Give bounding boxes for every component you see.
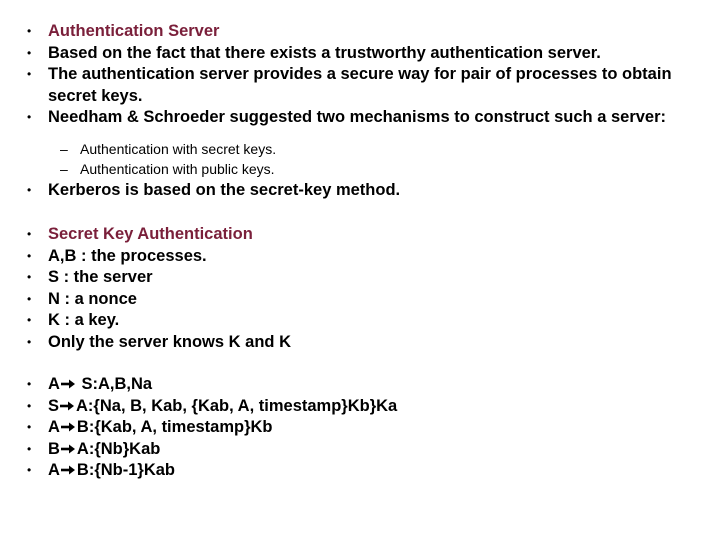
sub-list-item: [0, 140, 720, 160]
protocol-step-text: [48, 439, 690, 461]
list-item-text: Kerberos is based on the secret-key method.: [48, 181, 401, 199]
list-item: [0, 246, 720, 268]
bullet: •: [27, 248, 32, 263]
right-arrow-icon: [59, 400, 75, 412]
list-item: [0, 267, 720, 289]
bullet: •: [27, 420, 32, 435]
right-arrow-icon: [60, 443, 76, 455]
sub-list: [0, 140, 720, 179]
protocol-from: B: [48, 439, 60, 458]
bullet: •: [27, 24, 32, 38]
list-item-text: N : a nonce: [48, 289, 137, 308]
bullet: •: [27, 377, 32, 391]
protocol-msg: A:{Na, B, Kab, {Kab, A, timestamp}Kb}Ka: [76, 396, 398, 415]
protocol-step-text: [48, 417, 690, 439]
list-item: [0, 289, 720, 311]
dash: –: [60, 160, 68, 177]
protocol-msg: A:{Nb}Kab: [76, 439, 161, 458]
protocol-msg: B:{Kab, A, timestamp}Kb: [76, 418, 273, 437]
protocol-step-text: [48, 374, 690, 396]
bullet: •: [27, 110, 32, 125]
bullet: •: [27, 45, 32, 60]
list-item: [0, 64, 720, 107]
bullet: •: [27, 441, 32, 456]
section-secret-key-authentication: [0, 224, 720, 354]
bullet: •: [27, 227, 32, 241]
section-title: Authentication Server: [48, 22, 220, 40]
bullet: •: [27, 67, 32, 82]
sub-list-item-text: Authentication with public keys.: [80, 160, 275, 177]
bullet: •: [27, 291, 32, 306]
protocol-step-text: [48, 460, 690, 482]
list-item: [0, 332, 720, 354]
list-item: [0, 224, 720, 246]
protocol-step: [0, 374, 720, 396]
dash: –: [60, 141, 68, 157]
protocol-from: S: [48, 396, 60, 415]
right-arrow-icon: [60, 464, 76, 476]
protocol-step: [0, 460, 720, 482]
list-item-text: Needham & Schroeder suggested two mechanisms to construct such a server:: [48, 108, 667, 127]
bullet: •: [27, 313, 32, 328]
list-item-text: K : a key.: [48, 311, 120, 330]
right-arrow-icon: [60, 378, 76, 390]
right-arrow-icon: [60, 421, 76, 433]
bullet: •: [27, 398, 32, 413]
list-item-text: S : the server: [48, 268, 153, 287]
protocol-msg: B:{Nb-1}Kab: [76, 461, 176, 480]
protocol-list: [0, 374, 720, 482]
protocol-step: [0, 417, 720, 439]
list-item: [0, 21, 720, 43]
bullet: •: [27, 463, 32, 478]
protocol-from: A: [48, 375, 60, 393]
list-item-text: A,B : the processes.: [48, 246, 207, 265]
protocol-step: [0, 396, 720, 418]
list-item: [0, 310, 720, 332]
list-item: [0, 43, 720, 65]
sub-list-item: [0, 160, 720, 180]
bullet: •: [27, 334, 32, 349]
bullet: •: [27, 270, 32, 285]
sub-list-item-text: Authentication with secret keys.: [80, 141, 277, 157]
protocol-from: A: [48, 461, 60, 480]
bullet: •: [27, 183, 32, 197]
list-item-text: The authentication server provides a secure way for pair of processes to obtain secret keys.: [48, 65, 672, 105]
list-item-text: Based on the fact that there exists a trustworthy authentication server.: [48, 43, 601, 62]
protocol-msg: S:A,B,Na: [76, 375, 153, 393]
section-authentication-server: [0, 21, 720, 150]
protocol-from: A: [48, 418, 60, 437]
protocol-step: [0, 439, 720, 461]
protocol-step-text: [48, 396, 690, 418]
section-kerberos: [0, 180, 720, 202]
list-item: [0, 180, 720, 202]
list-item-text: Only the server knows K and K: [48, 332, 291, 351]
section-title: Secret Key Authentication: [48, 225, 253, 243]
